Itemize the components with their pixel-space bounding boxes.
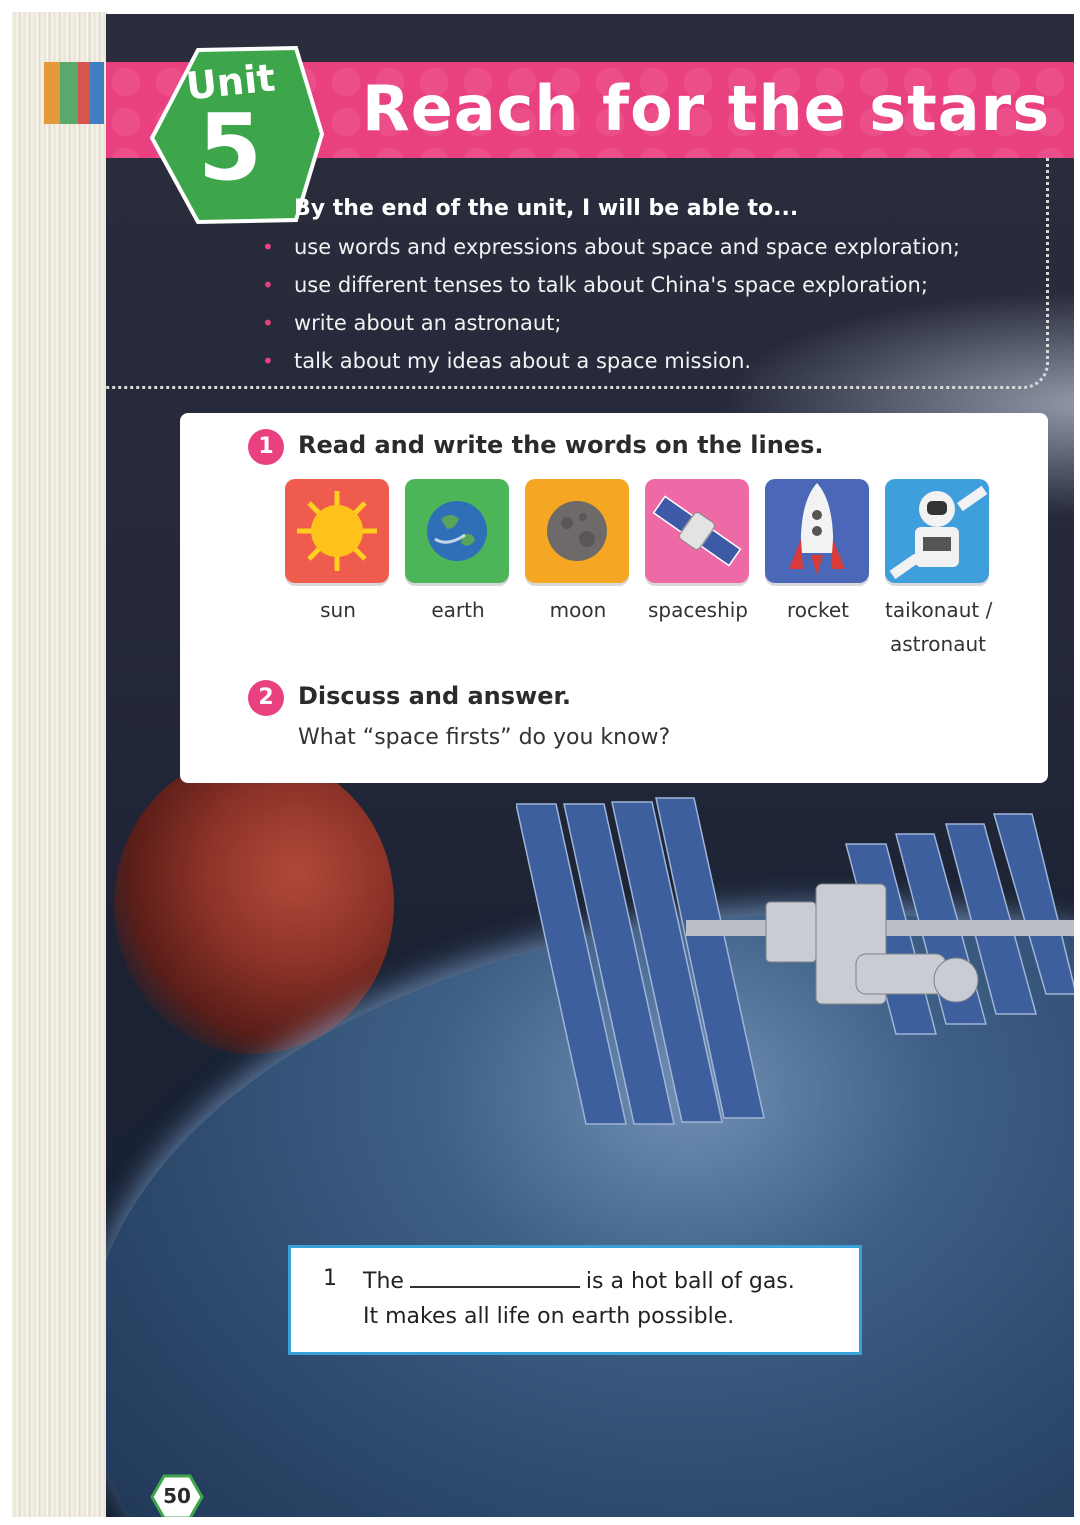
sun-icon (285, 479, 389, 583)
activity-2-number: 2 (248, 680, 284, 716)
vocab-label: moon (549, 598, 607, 622)
satellite-icon (645, 479, 749, 583)
objective-text: use different tenses to talk about China's space exploration; (294, 273, 928, 297)
exercise-sentence-1 (363, 1266, 795, 1294)
objectives-list (258, 232, 960, 384)
exercise-number: 1 (323, 1266, 337, 1291)
vocab-card-astronaut (885, 479, 991, 661)
space-station-image (516, 784, 1074, 1144)
exercise-box (288, 1245, 862, 1355)
page-number: 50 (163, 1484, 191, 1508)
vocab-card-sun (285, 479, 391, 627)
vocab-label (885, 593, 991, 661)
activity-2-title: Discuss and answer. (298, 682, 572, 710)
vocab-card-rocket (765, 479, 871, 627)
objective-item (258, 346, 960, 384)
bullet-icon: • (262, 235, 274, 259)
book-page-edges (12, 12, 108, 1517)
earth-icon (405, 479, 509, 583)
vocabulary-row (285, 479, 1005, 669)
vocab-card-moon (525, 479, 631, 627)
moon-icon (525, 479, 629, 583)
vocab-label: earth (431, 598, 485, 622)
exercise-text: The (363, 1269, 404, 1294)
bullet-icon: • (262, 311, 274, 335)
objective-text: talk about my ideas about a space mission. (294, 349, 752, 373)
objective-item (258, 270, 960, 308)
exercise-text: is a hot ball of gas. (585, 1269, 795, 1294)
activity-1-number: 1 (248, 429, 284, 465)
vocab-label-line: taikonaut / (885, 598, 993, 622)
objective-text: use words and expressions about space and space exploration; (294, 235, 960, 259)
astronaut-icon (885, 479, 989, 583)
bullet-icon: • (262, 273, 274, 297)
unit-number: 5 (198, 94, 263, 201)
objective-item (258, 308, 960, 346)
activity-1-title: Read and write the words on the lines. (298, 431, 824, 459)
discussion-question: What “space firsts” do you know? (298, 725, 671, 750)
page-number-badge (150, 1474, 204, 1517)
mars-planet (114, 754, 394, 1054)
objective-item (258, 232, 960, 270)
vocab-card-earth (405, 479, 511, 627)
rocket-icon (765, 479, 869, 583)
answer-blank[interactable] (410, 1266, 580, 1288)
vocab-label-line: astronaut (890, 632, 986, 656)
vocab-label: spaceship (647, 598, 749, 622)
vocab-label: rocket (786, 598, 850, 622)
objectives-heading: By the end of the unit, I will be able to... (294, 196, 799, 221)
objective-text: write about an astronaut; (294, 311, 562, 335)
exercise-sentence-2: It makes all life on earth possible. (363, 1304, 735, 1329)
unit-label: Unit (183, 55, 278, 109)
bullet-icon: • (262, 349, 274, 373)
unit-title: Reach for the stars (362, 72, 1051, 145)
section-tabs (44, 62, 104, 124)
activities-card (180, 413, 1048, 783)
vocab-label: sun (320, 598, 356, 622)
vocab-card-spaceship (645, 479, 751, 627)
unit-page (106, 14, 1074, 1517)
